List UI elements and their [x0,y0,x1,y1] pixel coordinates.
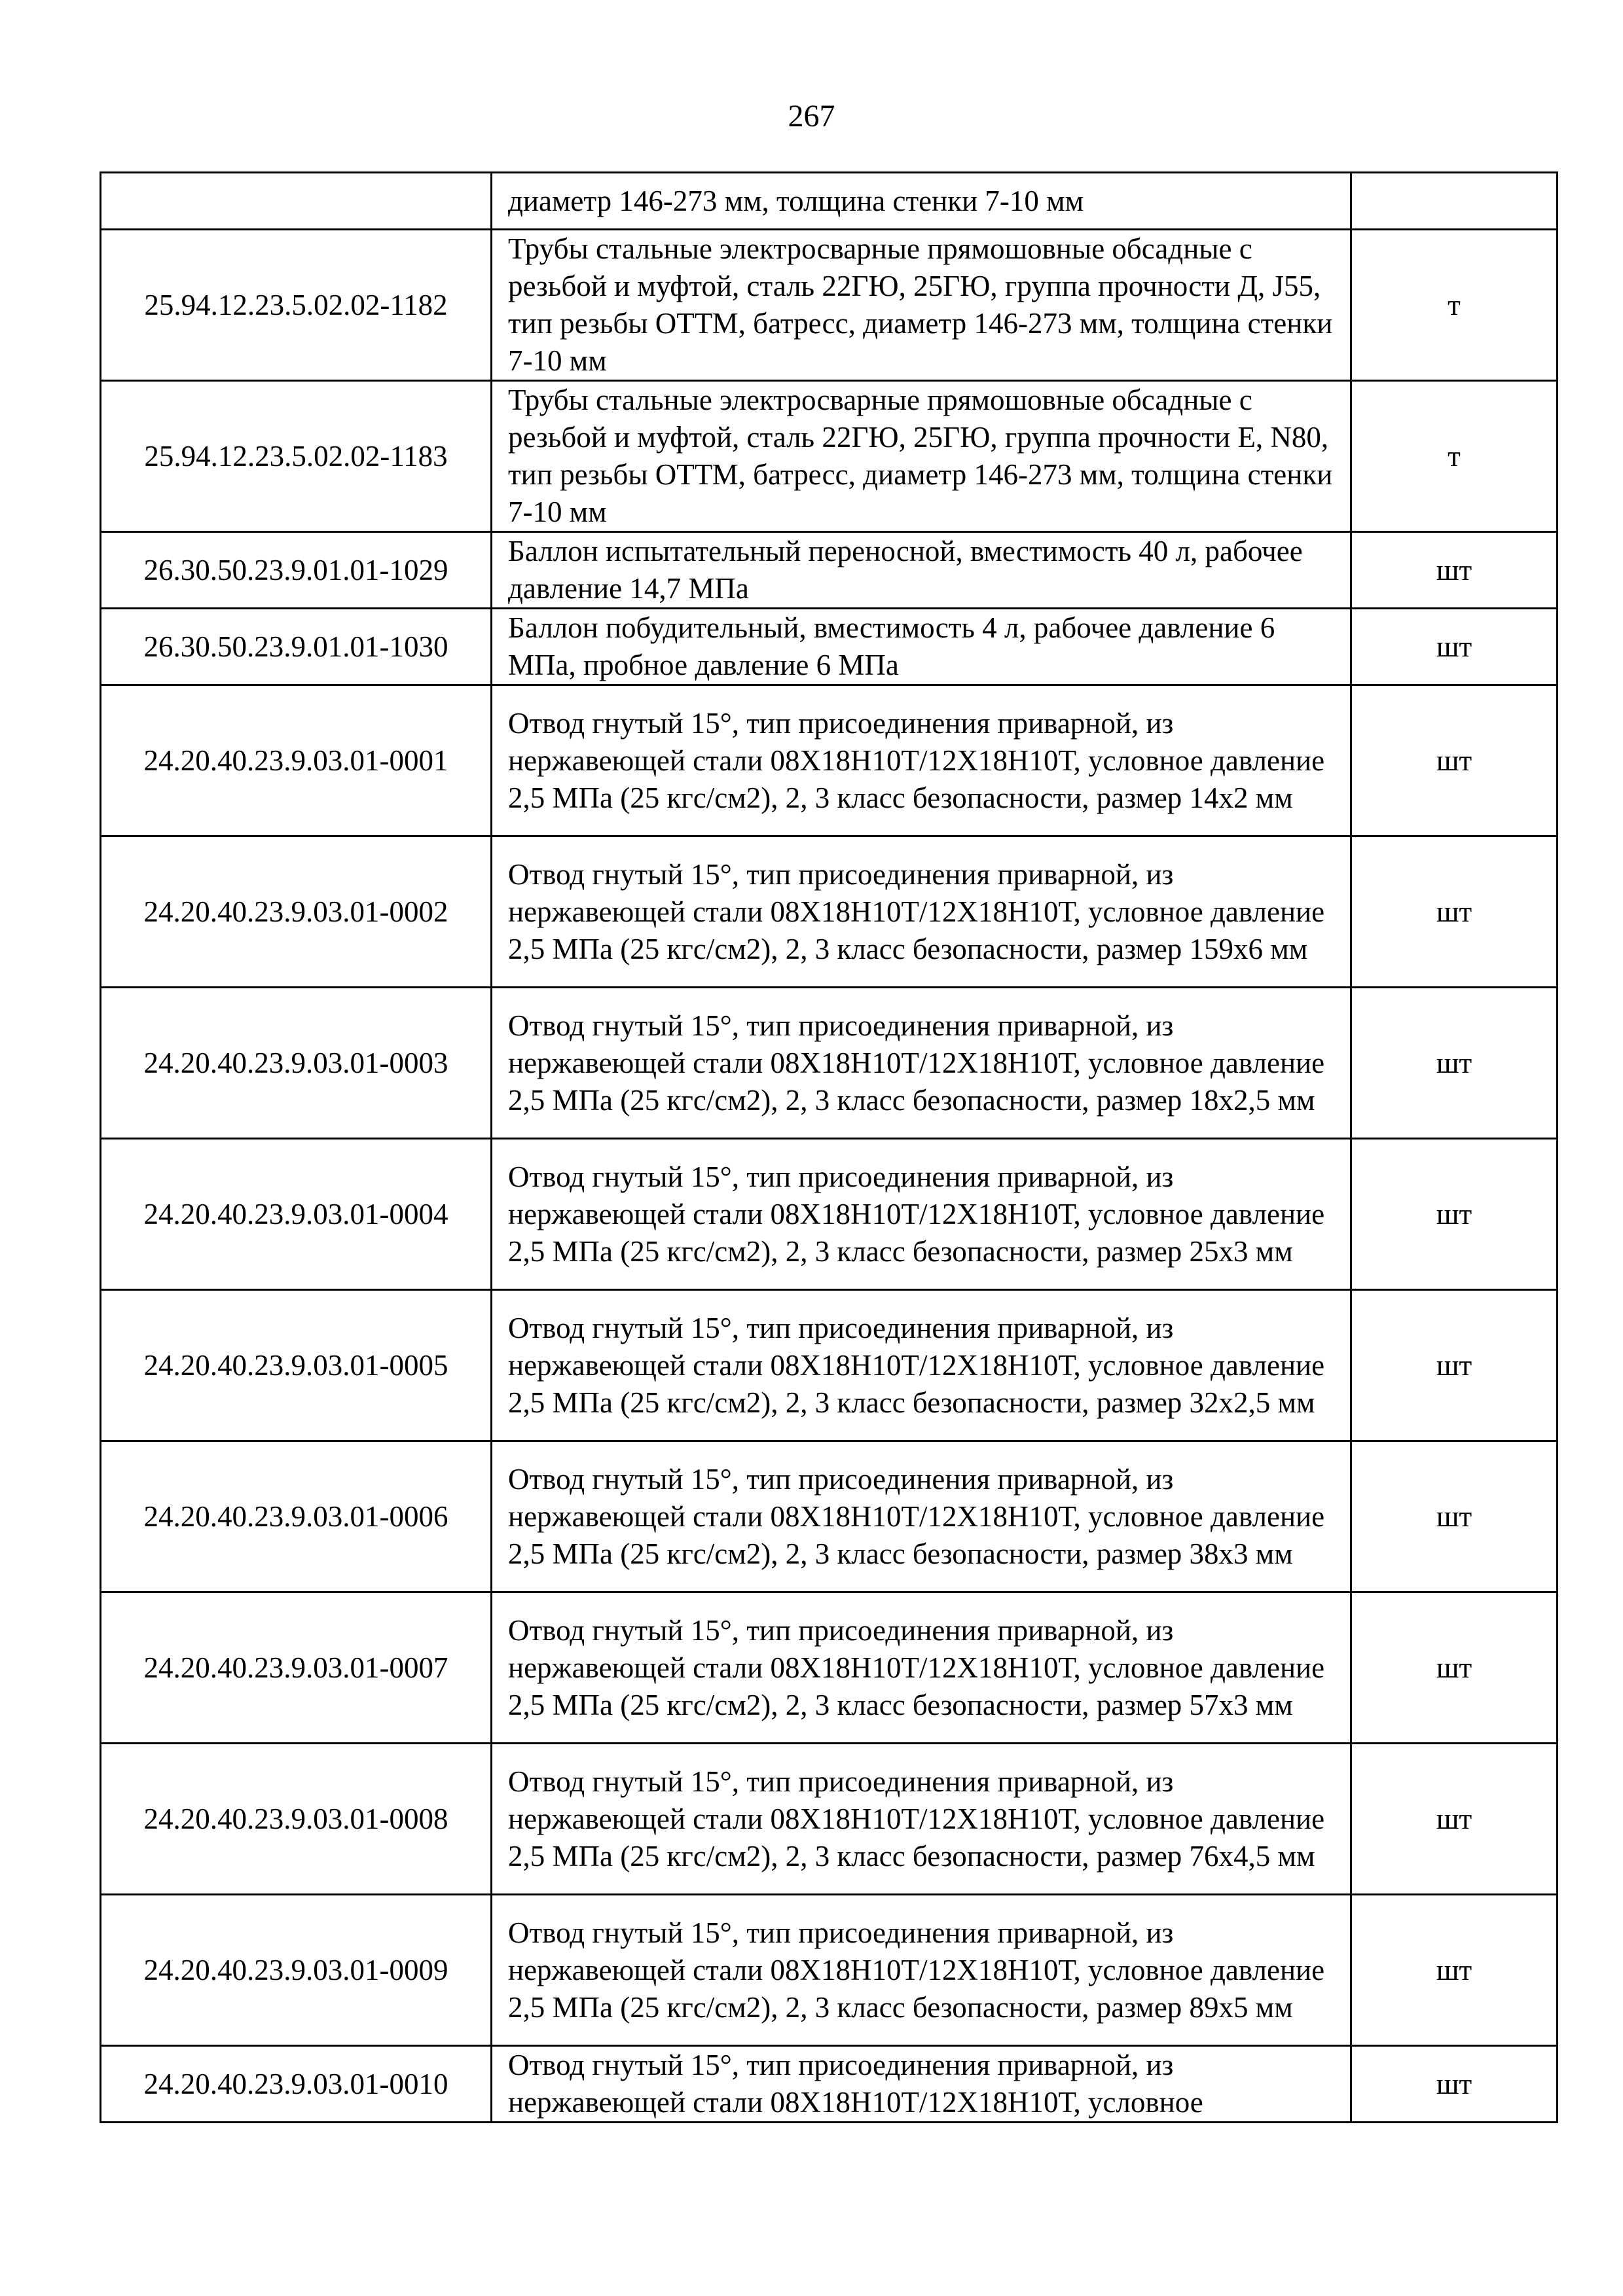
unit-cell: шт [1351,1592,1558,1744]
resource-description-cell: Отвод гнутый 15°, тип присоединения приварной, из нержавеющей стали 08Х18Н10Т/12Х18Н10Т, условное [492,2046,1351,2123]
table-row [101,988,1558,1139]
resource-code-cell: 24.20.40.23.9.03.01-0002 [101,836,492,988]
unit-cell: шт [1351,609,1558,685]
resource-description-cell: Отвод гнутый 15°, тип присоединения приварной, из нержавеющей стали 08Х18Н10Т/12Х18Н10Т, условное давление 2,5 МПа (25 кгс/см2), 2, 3 класс безопасности, размер 32х2,5 мм [492,1290,1351,1441]
resource-description-cell: Отвод гнутый 15°, тип присоединения приварной, из нержавеющей стали 08Х18Н10Т/12Х18Н10Т, условное давление 2,5 МПа (25 кгс/см2), 2, 3 класс безопасности, размер 18х2,5 мм [492,988,1351,1139]
unit-cell: шт [1351,1290,1558,1441]
resource-description-cell: Баллон испытательный переносной, вместимость 40 л, рабочее давление 14,7 МПа [492,532,1351,609]
table-row [101,1139,1558,1290]
resource-code-cell: 24.20.40.23.9.03.01-0006 [101,1441,492,1592]
resource-description-cell: Отвод гнутый 15°, тип присоединения приварной, из нержавеющей стали 08Х18Н10Т/12Х18Н10Т, условное давление 2,5 МПа (25 кгс/см2), 2, 3 класс безопасности, размер 25х3 мм [492,1139,1351,1290]
resource-code-cell: 24.20.40.23.9.03.01-0008 [101,1744,492,1895]
table-row [101,2046,1558,2123]
resource-description-cell: диаметр 146-273 мм, толщина стенки 7-10 мм [492,173,1351,230]
table-row [101,685,1558,836]
table-row [101,609,1558,685]
resource-code-cell: 24.20.40.23.9.03.01-0003 [101,988,492,1139]
resource-description-cell: Отвод гнутый 15°, тип присоединения приварной, из нержавеющей стали 08Х18Н10Т/12Х18Н10Т, условное давление 2,5 МПа (25 кгс/см2), 2, 3 класс безопасности, размер 159х6 мм [492,836,1351,988]
table-row [101,1744,1558,1895]
table-row [101,1290,1558,1441]
table-row [101,1441,1558,1592]
table-row [101,230,1558,381]
unit-cell: шт [1351,1139,1558,1290]
page-number: 267 [788,99,835,134]
resource-code-cell: 24.20.40.23.9.03.01-0001 [101,685,492,836]
unit-cell: шт [1351,685,1558,836]
table-row [101,173,1558,230]
resource-code-cell: 26.30.50.23.9.01.01-1030 [101,609,492,685]
unit-cell: т [1351,230,1558,381]
resource-description-cell: Трубы стальные электросварные прямошовные обсадные с резьбой и муфтой, сталь 22ГЮ, 25ГЮ, группа прочности Е, N80, тип резьбы ОТТМ, батресс, диаметр 146-273 мм, толщина стенки 7-10 мм [492,381,1351,532]
table-row [101,381,1558,532]
resource-code-cell: 24.20.40.23.9.03.01-0010 [101,2046,492,2123]
unit-cell [1351,173,1558,230]
table-row [101,1592,1558,1744]
resource-description-cell: Отвод гнутый 15°, тип присоединения приварной, из нержавеющей стали 08Х18Н10Т/12Х18Н10Т, условное давление 2,5 МПа (25 кгс/см2), 2, 3 класс безопасности, размер 38х3 мм [492,1441,1351,1592]
unit-cell: шт [1351,1441,1558,1592]
resource-code-cell: 25.94.12.23.5.02.02-1183 [101,381,492,532]
resource-description-cell: Баллон побудительный, вместимость 4 л, рабочее давление 6 МПа, пробное давление 6 МПа [492,609,1351,685]
unit-cell: т [1351,381,1558,532]
resource-code-cell [101,173,492,230]
table-row [101,836,1558,988]
table-body [101,173,1558,2123]
resource-description-cell: Отвод гнутый 15°, тип присоединения приварной, из нержавеющей стали 08Х18Н10Т/12Х18Н10Т, условное давление 2,5 МПа (25 кгс/см2), 2, 3 класс безопасности, размер 76х4,5 мм [492,1744,1351,1895]
table-row [101,1895,1558,2046]
resource-code-cell: 26.30.50.23.9.01.01-1029 [101,532,492,609]
resource-code-cell: 24.20.40.23.9.03.01-0007 [101,1592,492,1744]
unit-cell: шт [1351,836,1558,988]
unit-cell: шт [1351,1744,1558,1895]
resource-code-cell: 24.20.40.23.9.03.01-0005 [101,1290,492,1441]
resource-table [100,171,1558,2123]
table-row [101,532,1558,609]
unit-cell: шт [1351,532,1558,609]
unit-cell: шт [1351,1895,1558,2046]
unit-cell: шт [1351,2046,1558,2123]
resource-code-cell: 24.20.40.23.9.03.01-0004 [101,1139,492,1290]
unit-cell: шт [1351,988,1558,1139]
resource-description-cell: Отвод гнутый 15°, тип присоединения приварной, из нержавеющей стали 08Х18Н10Т/12Х18Н10Т, условное давление 2,5 МПа (25 кгс/см2), 2, 3 класс безопасности, размер 14х2 мм [492,685,1351,836]
resource-description-cell: Отвод гнутый 15°, тип присоединения приварной, из нержавеющей стали 08Х18Н10Т/12Х18Н10Т, условное давление 2,5 МПа (25 кгс/см2), 2, 3 класс безопасности, размер 89х5 мм [492,1895,1351,2046]
resource-code-cell: 24.20.40.23.9.03.01-0009 [101,1895,492,2046]
resource-code-cell: 25.94.12.23.5.02.02-1182 [101,230,492,381]
resource-description-cell: Отвод гнутый 15°, тип присоединения приварной, из нержавеющей стали 08Х18Н10Т/12Х18Н10Т, условное давление 2,5 МПа (25 кгс/см2), 2, 3 класс безопасности, размер 57х3 мм [492,1592,1351,1744]
resource-description-cell: Трубы стальные электросварные прямошовные обсадные с резьбой и муфтой, сталь 22ГЮ, 25ГЮ, группа прочности Д, J55, тип резьбы ОТТМ, батресс, диаметр 146-273 мм, толщина стенки 7-10 мм [492,230,1351,381]
